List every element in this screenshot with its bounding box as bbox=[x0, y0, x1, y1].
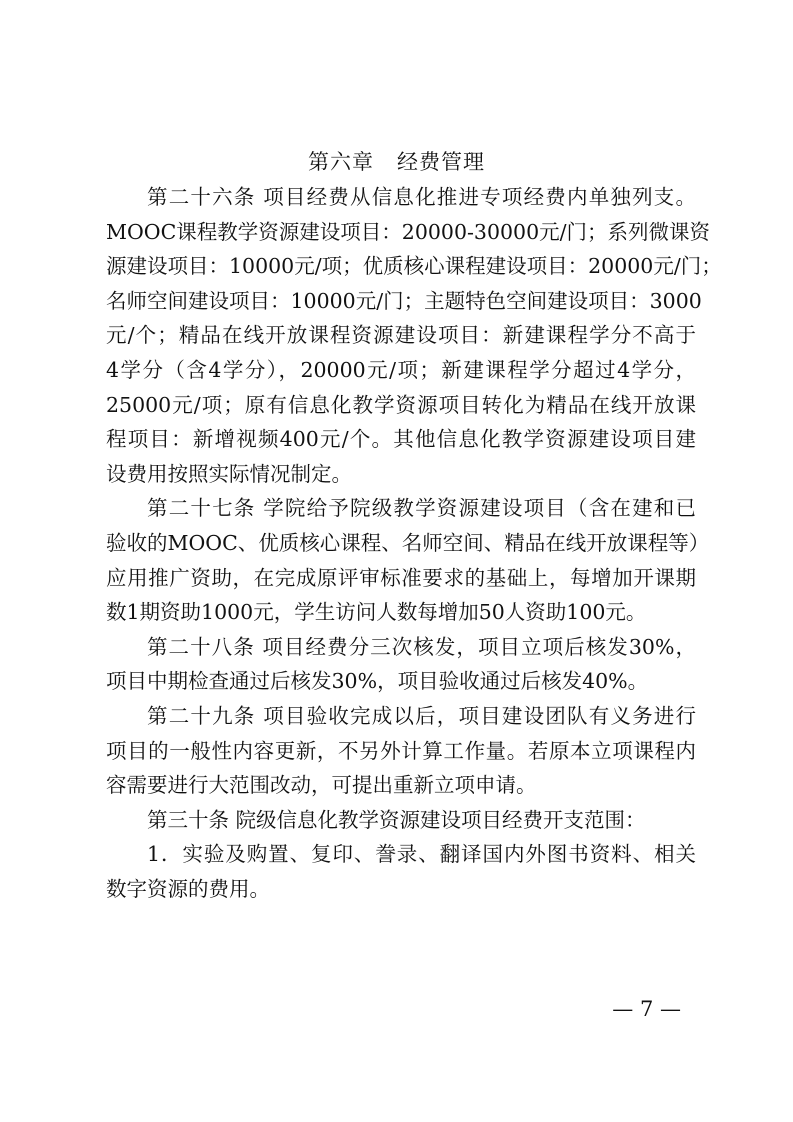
paragraph-item-1 bbox=[106, 837, 696, 906]
text-line: 第二十七条 学院给予院级教学资源建设项目（含在建和已 bbox=[147, 496, 696, 521]
page-number: — 7 — bbox=[612, 997, 681, 1021]
document-body bbox=[106, 180, 722, 906]
paragraph-article-26 bbox=[106, 180, 722, 491]
paragraph-article-27 bbox=[106, 491, 710, 629]
chapter-title: 第六章 经费管理 bbox=[307, 150, 486, 174]
paragraph-article-28 bbox=[106, 630, 696, 699]
text-line: 元/个；精品在线开放课程资源建设项目：新建课程学分不高于 bbox=[106, 323, 696, 348]
text-line: 数字资源的费用。 bbox=[106, 876, 270, 901]
text-line: 第三十条 院级信息化教学资源建设项目经费开支范围： bbox=[147, 807, 646, 832]
text-line: 第二十九条 项目验收完成以后，项目建设团队有义务进行 bbox=[147, 703, 696, 728]
paragraph-article-30 bbox=[106, 803, 696, 838]
text-line: 25000元/项；原有信息化教学资源项目转化为精品在线开放课 bbox=[106, 392, 696, 417]
text-line: 项目的一般性内容更新，不另外计算工作量。若原本立项课程内 bbox=[106, 738, 696, 763]
text-line: 程项目：新增视频400元/个。其他信息化教学资源建设项目建 bbox=[106, 427, 696, 452]
text-line: 源建设项目：10000元/项；优质核心课程建设项目：20000元/门； bbox=[106, 254, 722, 279]
text-line: MOOC课程教学资源建设项目：20000-30000元/门；系列微课资 bbox=[106, 219, 711, 244]
text-line: 名师空间建设项目：10000元/门；主题特色空间建设项目：3000 bbox=[106, 288, 702, 313]
text-line: 数1期资助1000元，学生访问人数每增加50人资助100元。 bbox=[106, 600, 647, 625]
text-line: 第二十八条 项目经费分三次核发，项目立项后核发30%， bbox=[147, 634, 696, 659]
text-line: 4学分（含4学分），20000元/项；新建课程学分超过4学分， bbox=[106, 357, 696, 382]
text-line: 验收的MOOC、优质核心课程、名师空间、精品在线开放课程等） bbox=[106, 530, 710, 555]
text-line: 项目中期检查通过后核发30%，项目验收通过后核发40%。 bbox=[106, 669, 649, 694]
paragraph-article-29 bbox=[106, 699, 696, 803]
text-line: 第二十六条 项目经费从信息化推进专项经费内单独列支。 bbox=[147, 185, 696, 209]
text-line: 设费用按照实际情况制定。 bbox=[106, 461, 352, 486]
text-line: 容需要进行大范围改动，可提出重新立项申请。 bbox=[106, 773, 537, 798]
text-line: 应用推广资助，在完成原评审标准要求的基础上，每增加开课期 bbox=[106, 565, 696, 590]
text-line: 1．实验及购置、复印、誊录、翻译国内外图书资料、相关 bbox=[147, 842, 696, 867]
